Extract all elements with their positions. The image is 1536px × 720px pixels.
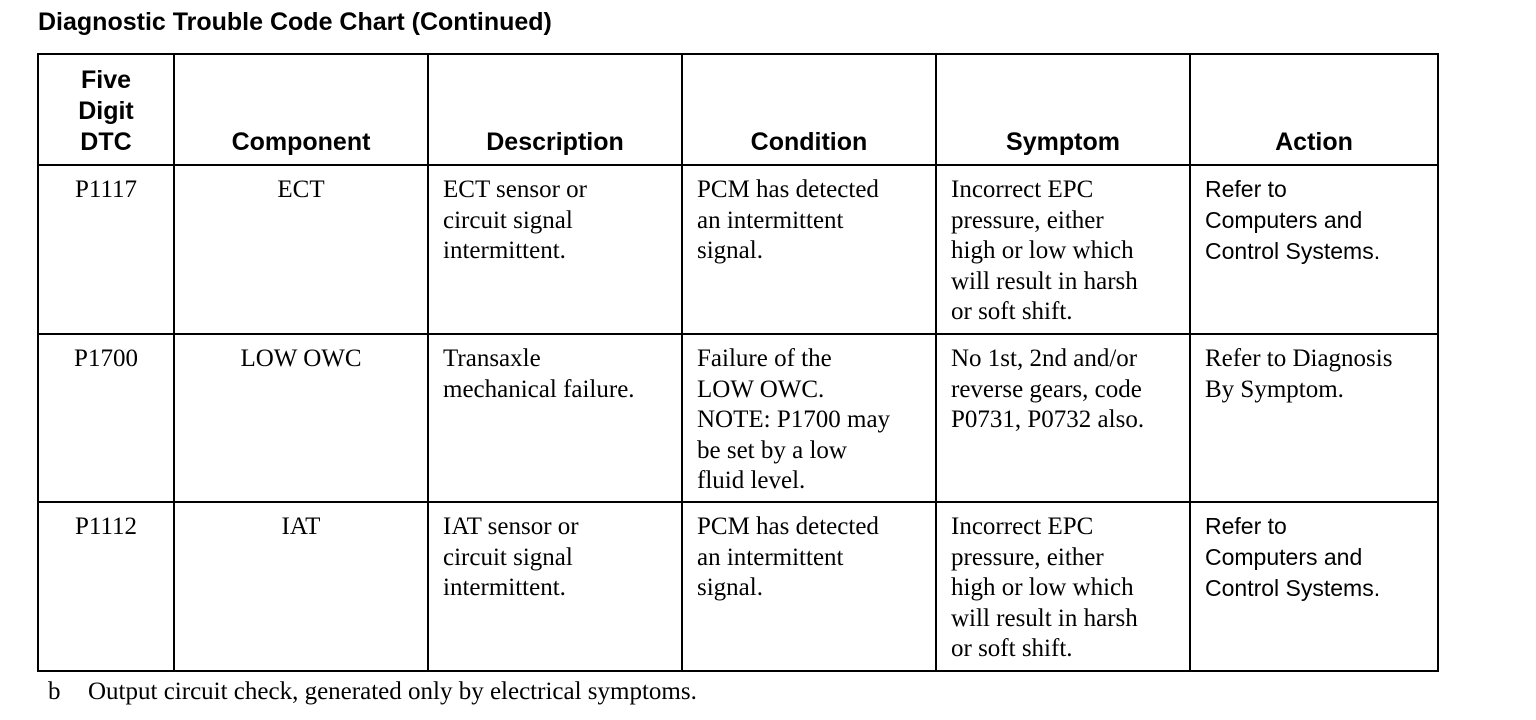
dtc-code-cell: P1117 bbox=[38, 165, 174, 334]
action-cell: Refer to Computers and Control Systems. bbox=[1190, 502, 1438, 671]
header-condition: Condition bbox=[682, 54, 936, 165]
footnote-marker: b bbox=[48, 678, 61, 705]
description-cell: ECT sensor or circuit signal intermittent. bbox=[428, 165, 682, 334]
action-cell: Refer to Diagnosis By Symptom. bbox=[1190, 334, 1438, 502]
header-description: Description bbox=[428, 54, 682, 165]
action-cell: Refer to Computers and Control Systems. bbox=[1190, 165, 1438, 334]
page-title: Diagnostic Trouble Code Chart (Continued) bbox=[38, 8, 552, 36]
dtc-table bbox=[37, 53, 1439, 672]
component-cell: IAT bbox=[174, 502, 428, 671]
table-row bbox=[38, 165, 1438, 334]
description-cell: Transaxle mechanical failure. bbox=[428, 334, 682, 502]
table-row bbox=[38, 502, 1438, 671]
component-cell: LOW OWC bbox=[174, 334, 428, 502]
dtc-code-cell: P1112 bbox=[38, 502, 174, 671]
table-header-row bbox=[38, 54, 1438, 165]
header-five-digit-dtc: Five Digit DTC bbox=[38, 54, 174, 165]
symptom-cell: Incorrect EPC pressure, either high or low which will result in harsh or soft shift. bbox=[936, 165, 1190, 334]
component-cell: ECT bbox=[174, 165, 428, 334]
dtc-code-cell: P1700 bbox=[38, 334, 174, 502]
footnote-text: Output circuit check, generated only by electrical symptoms. bbox=[88, 678, 697, 705]
header-symptom: Symptom bbox=[936, 54, 1190, 165]
condition-cell: PCM has detected an intermittent signal. bbox=[682, 502, 936, 671]
condition-cell: Failure of the LOW OWC. NOTE: P1700 may be set by a low fluid level. bbox=[682, 334, 936, 502]
symptom-cell: Incorrect EPC pressure, either high or low which will result in harsh or soft shift. bbox=[936, 502, 1190, 671]
header-component: Component bbox=[174, 54, 428, 165]
table-row bbox=[38, 334, 1438, 502]
symptom-cell: No 1st, 2nd and/or reverse gears, code P0731, P0732 also. bbox=[936, 334, 1190, 502]
description-cell: IAT sensor or circuit signal intermittent. bbox=[428, 502, 682, 671]
header-action: Action bbox=[1190, 54, 1438, 165]
footnote bbox=[48, 676, 697, 708]
condition-cell: PCM has detected an intermittent signal. bbox=[682, 165, 936, 334]
